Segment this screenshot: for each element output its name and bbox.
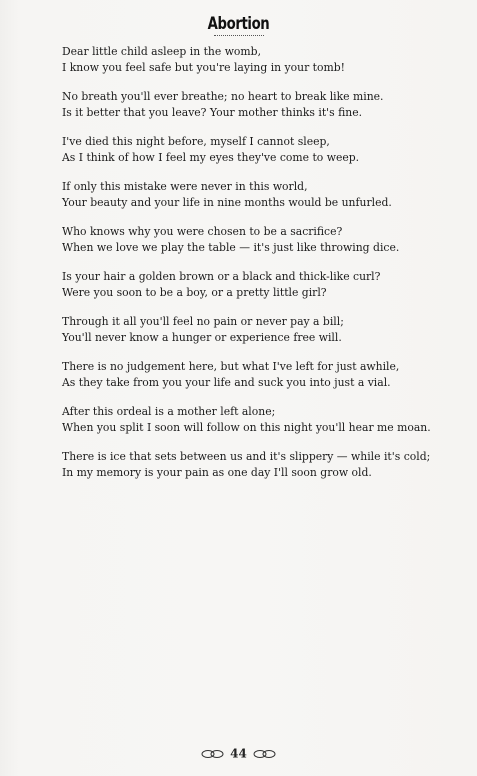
poem-line: When we love we play the table — it's just like throwing dice. [62, 241, 400, 254]
poem-line: After this ordeal is a mother left alone; [62, 405, 276, 418]
poem-line: Is it better that you leave? Your mother thinks it's fine. [62, 106, 363, 119]
poem-line: Is your hair a golden brown or a black and thick-like curl? [62, 270, 381, 283]
poem-line: Your beauty and your life in nine months would be unfurled. [62, 196, 392, 209]
left-ornament-icon [200, 749, 226, 759]
poem-line: When you split I soon will follow on this night you'll hear me moan. [62, 421, 431, 434]
poem-line: I know you feel safe but you're laying in your tomb! [62, 61, 346, 74]
poem-body [62, 44, 462, 494]
poem-line: Were you soon to be a boy, or a pretty little girl? [62, 286, 327, 299]
poem-line: You'll never know a hunger or experience free will. [62, 331, 342, 344]
poem-title: Abortion [207, 14, 270, 34]
stanza [62, 44, 462, 76]
poem-line: Dear little child asleep in the womb, [62, 45, 262, 58]
stanza [62, 134, 462, 166]
stanza [62, 359, 462, 391]
stanza [62, 89, 462, 121]
stanza [62, 179, 462, 211]
poem-line: I've died this night before, myself I cannot sleep, [62, 135, 330, 148]
page-footer [0, 746, 477, 761]
poem-line: In my memory is your pain as one day I'll soon grow old. [62, 466, 372, 479]
stanza [62, 404, 462, 436]
poem-line: As they take from you your life and suck you into just a vial. [62, 376, 391, 389]
stanza [62, 224, 462, 256]
poem-line: As I think of how I feel my eyes they've come to weep. [62, 151, 360, 164]
stanza [62, 269, 462, 301]
poem-line: Who knows why you were chosen to be a sacrifice? [62, 225, 343, 238]
stanza [62, 314, 462, 346]
poem-line: There is no judgement here, but what I've left for just awhile, [62, 360, 400, 373]
right-ornament-icon [251, 749, 277, 759]
page-number: 44 [230, 746, 247, 761]
title-underline [214, 35, 264, 36]
poem-line: No breath you'll ever breathe; no heart to break like mine. [62, 90, 384, 103]
stanza [62, 449, 462, 481]
poem-line: There is ice that sets between us and it's slippery — while it's cold; [62, 450, 431, 463]
poem-line: Through it all you'll feel no pain or never pay a bill; [62, 315, 344, 328]
poem-line: If only this mistake were never in this world, [62, 180, 308, 193]
